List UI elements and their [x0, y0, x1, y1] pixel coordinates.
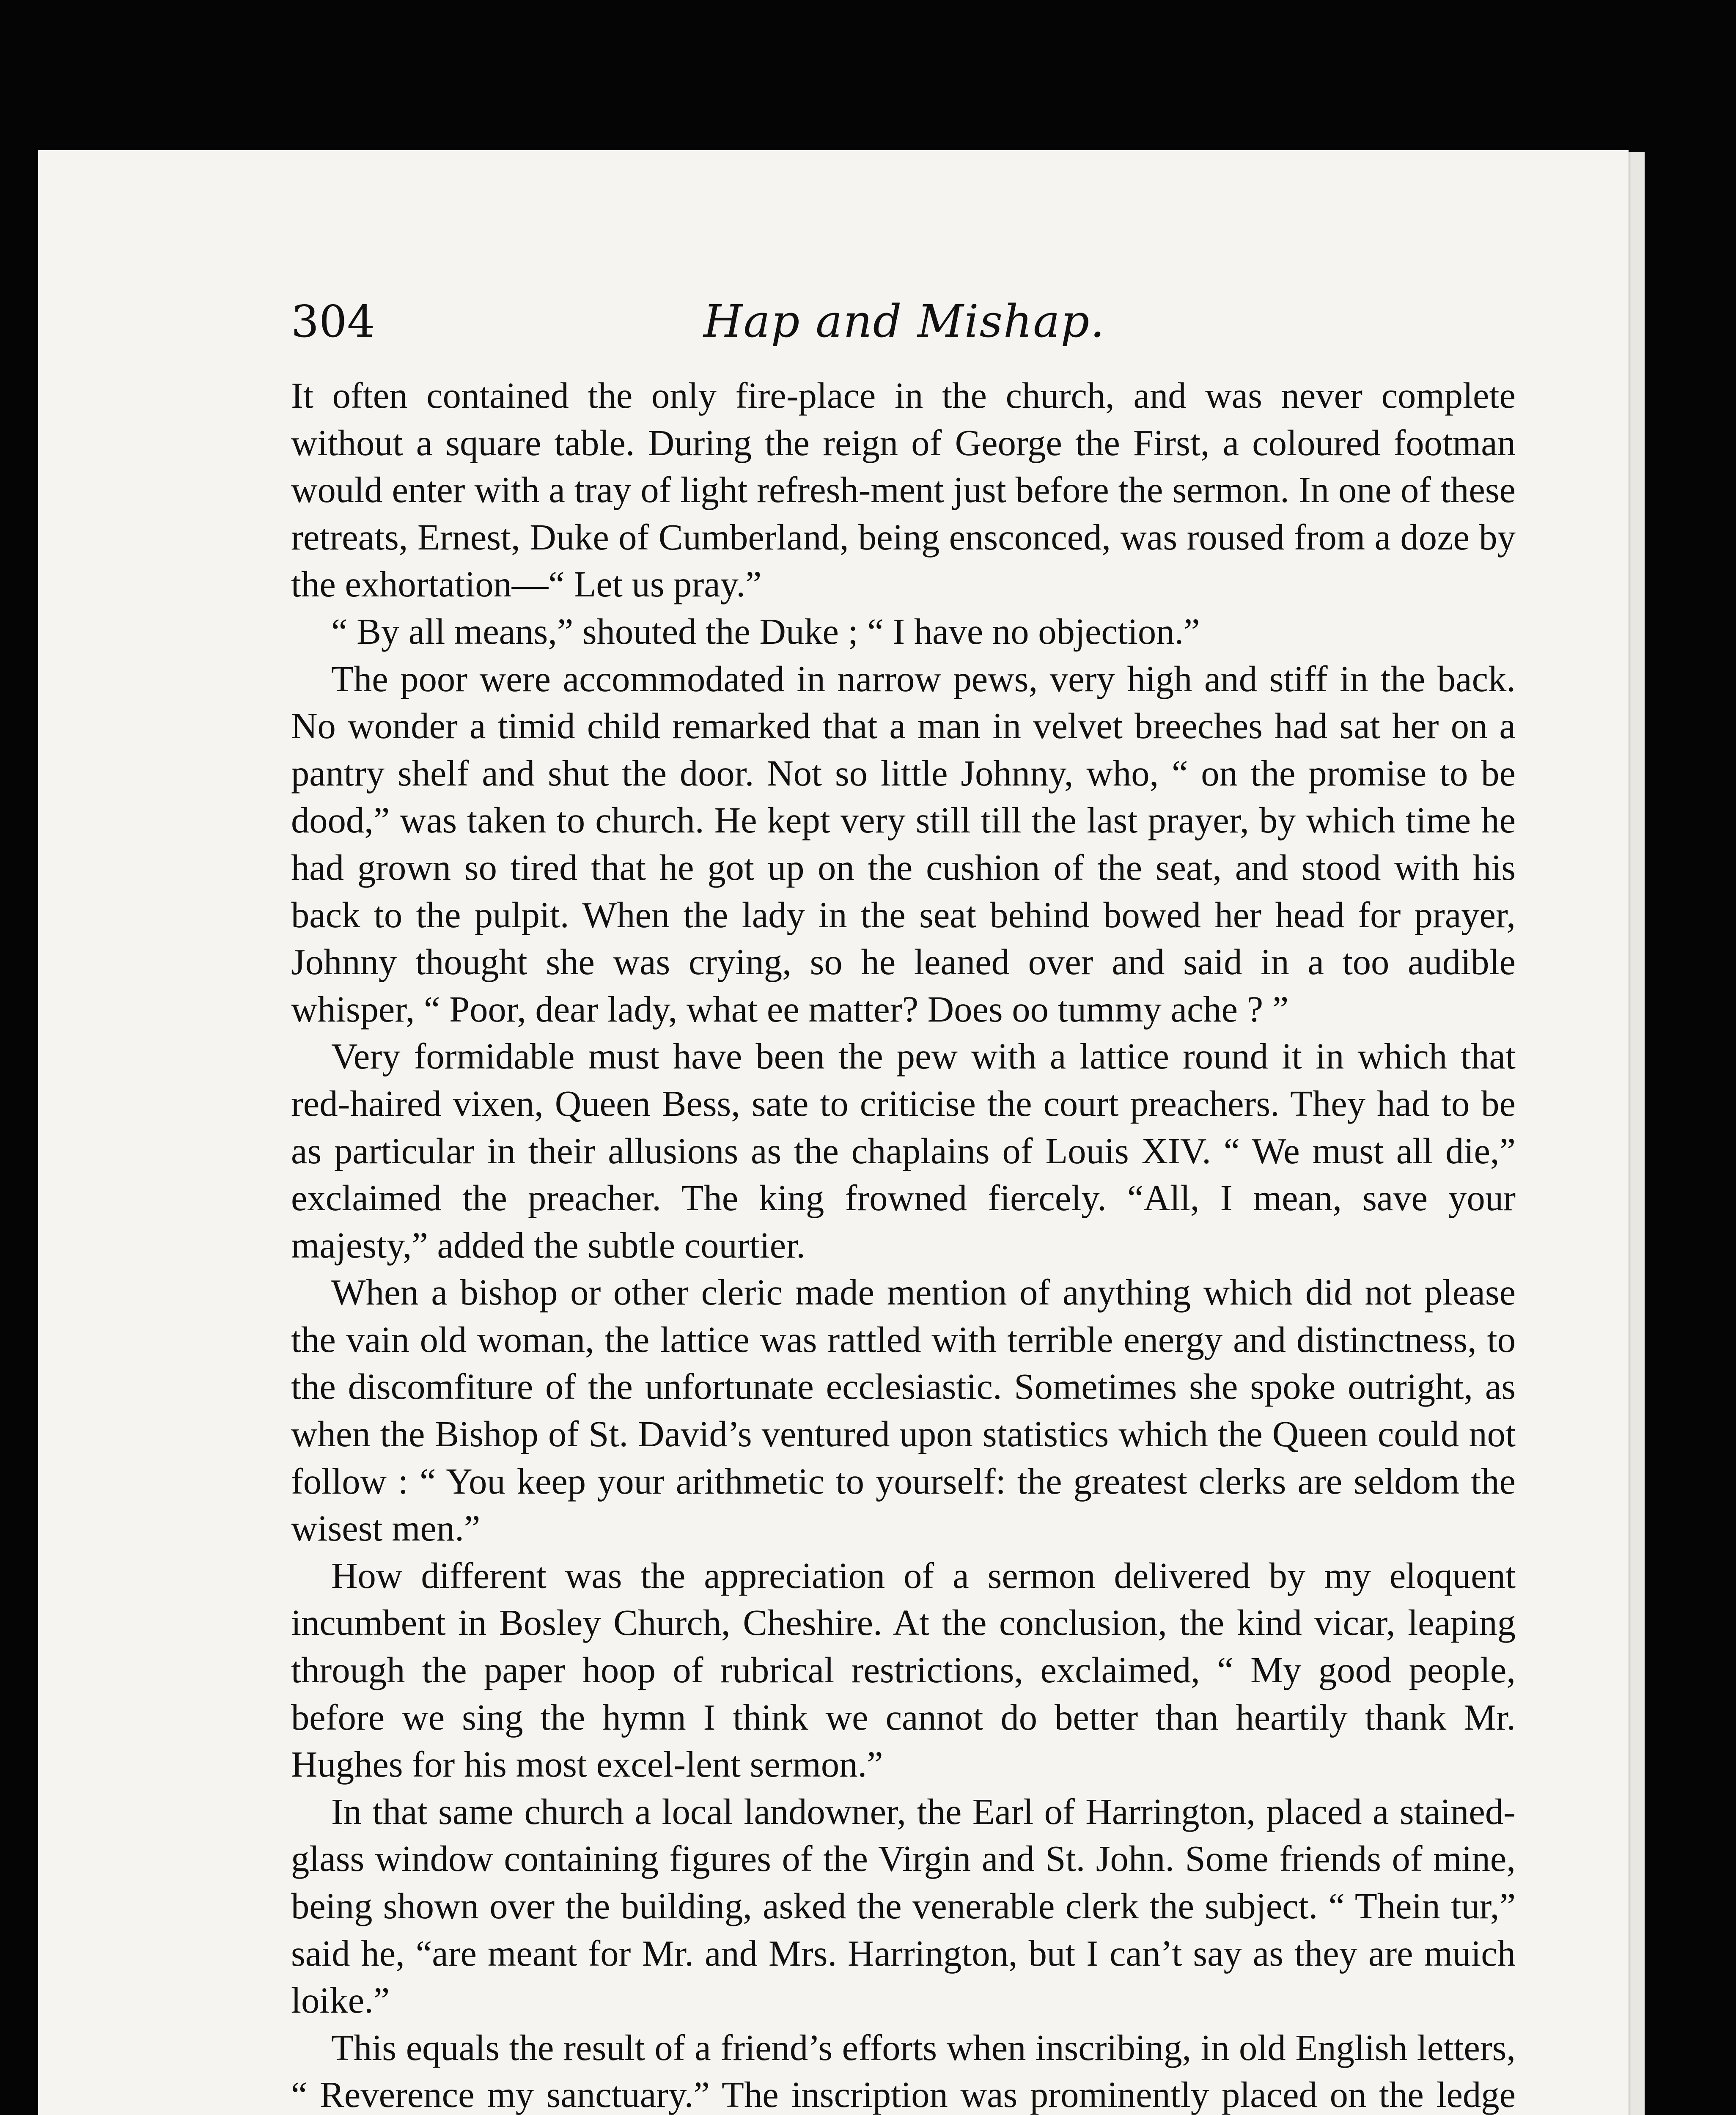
next-page-edge: [1629, 152, 1645, 2115]
paragraph: This equals the result of a friend’s efforts when inscribing, in old English letters, “ Reverence my sanctuary.” The inscription was prominently placed on the ledge: [291, 2027, 1516, 2115]
paragraph: It often contained the only fire-place in the church, and was never complete without a square table. During the reign of George the First, a coloured footman would enter with a tray of light refresh-ment just before the sermon. In one of these retreats, Ernest, Duke of Cumberland, being ensconced, was roused from a doze by the exhortation—“ Let us pray.”: [291, 375, 1516, 605]
paragraph: Very formidable must have been the pew with a lattice round it in which that red-haired vixen, Queen Bess, sate to criticise the court preachers. They had to be as particular in their allusions as the chaplains of Louis XIV. “ We must all die,” exclaimed the preacher. The king frowned fiercely. “All, I mean, save your majesty,” added the subtle courtier.: [291, 1036, 1516, 1266]
paragraph: When a bishop or other cleric made mention of anything which did not please the vain old woman, the lattice was rattled with terrible energy and distinctness, to the discomfiture of the unfortunate ecclesiastic. Sometimes she spoke outright, as when the Bishop of St. David’s ventured upon statistics which the Queen could not follow : “ You keep your arithmetic to yourself: the greatest clerks are seldom the wisest men.”: [291, 1272, 1516, 1549]
paragraph: How different was the appreciation of a sermon delivered by my eloquent incumbent in Bosley Church, Cheshire. At the conclusion, the kind vicar, leaping through the paper hoop of rubrical restrictions, exclaimed, “ My good people, before we sing the hymn I think we cannot do better than heartily thank Mr. Hughes for his most excel-lent sermon.”: [291, 1555, 1516, 1785]
paragraph: “ By all means,” shouted the Duke ; “ I have no objection.”: [331, 611, 1200, 652]
page-number: 304: [291, 296, 375, 347]
running-title: Hap and Mishap.: [703, 295, 1106, 347]
paragraph: The poor were accommodated in narrow pews, very high and stiff in the back. No wonder a timid child remarked that a man in velvet breeches had sat her on a pantry shelf and shut the door. Not so little Johnny, who, “ on the promise to be dood,” was taken to church. He kept very still till the last prayer, by which time he had grown so tired that he got up on the cushion of the seat, and stood with his back to the pulpit. When the lady in the seat behind bowed her head for prayer, Johnny thought she was crying, so he leaned over and said in a too audible whisper, “ Poor, dear lady, what ee matter? Does oo tummy ache ? ”: [291, 658, 1516, 1030]
body-text: [291, 372, 1516, 2115]
paragraph: In that same church a local landowner, the Earl of Harrington, placed a stained-glass window containing figures of the Virgin and St. John. Some friends of mine, being shown over the building, asked the venerable clerk the subject. “ Thein tur,” said he, “are meant for Mr. and Mrs. Harrington, but I can’t say as they are muich loike.”: [291, 1791, 1516, 2021]
page-header: [291, 288, 1518, 355]
